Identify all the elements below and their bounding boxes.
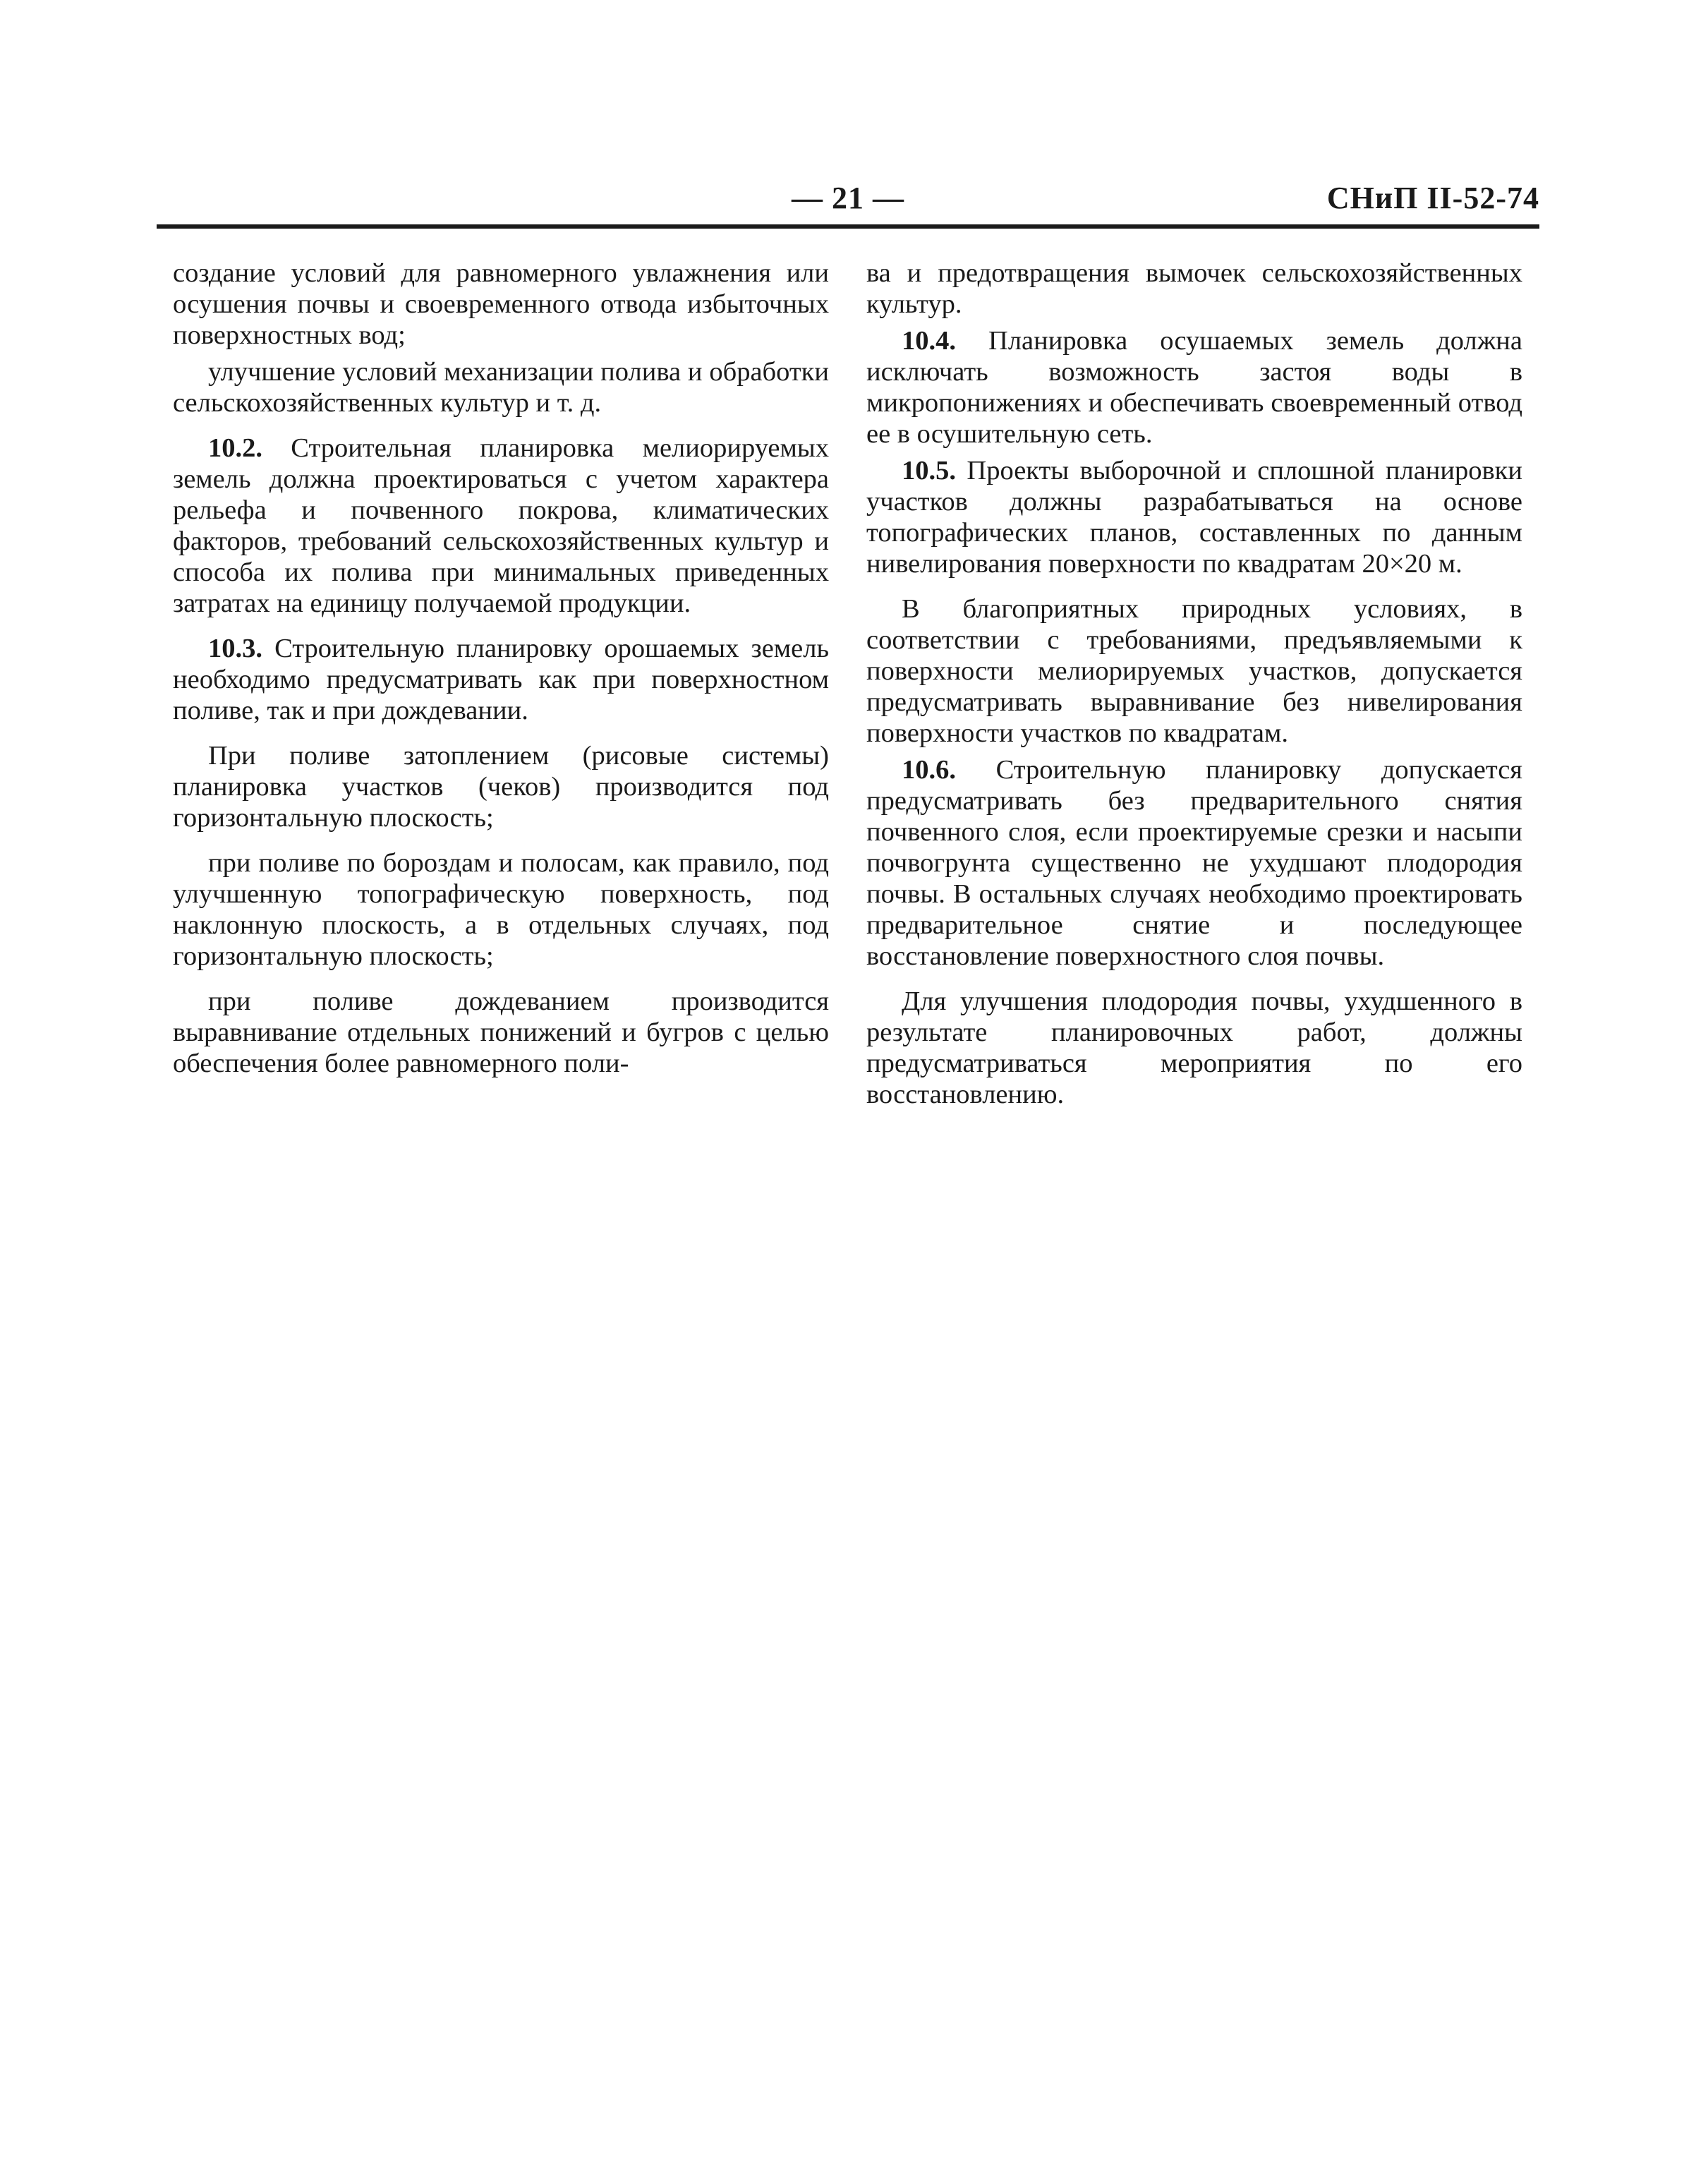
paragraph-text: Для улучшения плодородия почвы, ухудшенного в результате планировочных работ, должны предусматриваться мероприятия по его восстановлению.: [866, 986, 1522, 1109]
clause-number: 10.6.: [902, 755, 956, 785]
page-number: — 21 —: [792, 181, 904, 215]
clause-10-2: [173, 433, 829, 619]
paragraph-text: при поливе по бороздам и полосам, как правило, под улучшенную топографическую поверхность, под наклонную плоскость, а в отдельных случаях, под горизонтальную плоскость;: [173, 848, 829, 971]
left-column: [173, 258, 829, 1093]
clause-10-5: [866, 455, 1522, 579]
clause-number: 10.3.: [208, 634, 262, 663]
paragraph-text: Строительная планировка мелиорируемых земель должна проектироваться с учетом характера рельефа и почвенного покрова, климатических факторов, требований сельскохозяйственных культур и способа их полива при минимальных приведенных затратах на единицу получаемой продукции.: [173, 433, 829, 618]
header-divider: [157, 224, 1539, 229]
paragraph-text: Строительную планировку допускается предусматривать без предварительного снятия почвенного слоя, если проектируемые срезки и насыпи почвогрунта существенно не ухудшают плодородия почвы. В остальных случаях необходимо проектировать предварительное снятие и последующее восстановление поверхностного слоя почвы.: [866, 755, 1522, 971]
clause-10-4: [866, 325, 1522, 449]
paragraph-text: Строительную планировку орошаемых земель необходимо предусматривать как при поверхностном поливе, так и при дождевании.: [173, 634, 829, 725]
paragraph: [866, 593, 1522, 749]
clause-number: 10.5.: [902, 456, 956, 485]
paragraph-text: создание условий для равномерного увлажнения или осушения почвы и своевременного отвода избыточных поверхностных вод;: [173, 258, 829, 350]
page-header: [157, 180, 1539, 222]
paragraph: [173, 356, 829, 418]
clause-10-3: [173, 633, 829, 726]
paragraph: [173, 258, 829, 351]
paragraph: [173, 847, 829, 972]
document-code: СНиП II-52-74: [1326, 181, 1539, 215]
clause-number: 10.2.: [208, 433, 262, 463]
clause-number: 10.4.: [902, 326, 956, 356]
paragraph-text: Проекты выборочной и сплошной планировки участков должны разрабатываться на основе топографических планов, составленных по данным нивелирования поверхности по квадратам 20×20 м.: [866, 456, 1522, 579]
paragraph: [866, 258, 1522, 320]
paragraph: [866, 986, 1522, 1110]
paragraph-text: улучшение условий механизации полива и обработки сельскохозяйственных культур и т. д.: [173, 357, 829, 418]
clause-10-6: [866, 754, 1522, 972]
right-column: [866, 258, 1522, 1124]
paragraph: [173, 986, 829, 1079]
paragraph: [173, 740, 829, 833]
paragraph-text: Планировка осушаемых земель должна исключать возможность застоя воды в микропонижениях и обеспечивать своевременный отвод ее в осушительную сеть.: [866, 326, 1522, 449]
paragraph-text: ва и предотвращения вымочек сельскохозяйственных культур.: [866, 258, 1522, 319]
paragraph-text: В благоприятных природных условиях, в соответствии с требованиями, предъявляемыми к поверхности мелиорируемых участков, допускается предусматривать выравнивание без нивелирования поверхности участков по квадратам.: [866, 594, 1522, 748]
paragraph-text: при поливе дождеванием производится выравнивание отдельных понижений и бугров с целью обеспечения более равномерного поли-: [173, 986, 829, 1078]
paragraph-text: При поливе затоплением (рисовые системы) планировка участков (чеков) производится под горизонтальную плоскость;: [173, 741, 829, 833]
